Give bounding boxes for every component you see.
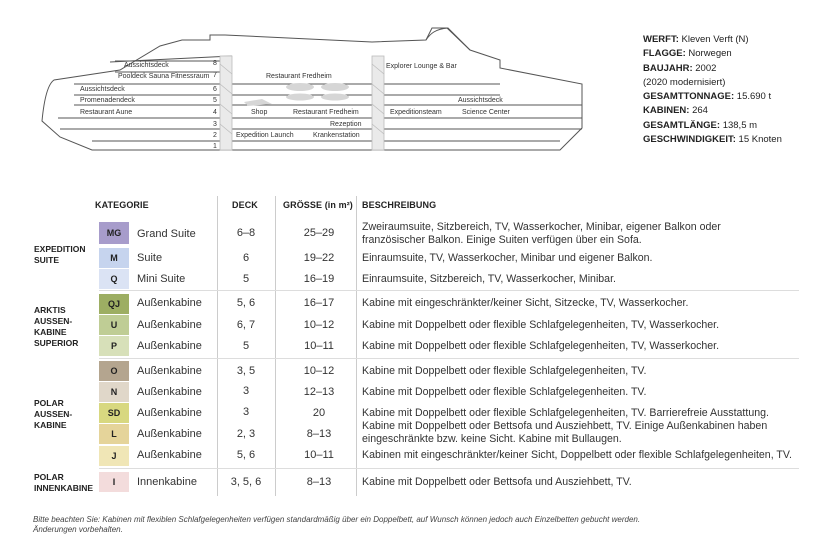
category-description: Einraumsuite, TV, Wasserkocher, Minibar und eigener Balkon. <box>362 252 653 264</box>
deck-number: 2 <box>213 132 217 139</box>
spec-row: GESAMTLÄNGE: 138,5 m <box>643 119 758 131</box>
category-size: 8–13 <box>306 428 332 440</box>
category-description: Einraumsuite, Sitzbereich, TV, Wasserkocher, Minibar. <box>362 273 616 285</box>
column-divider <box>275 196 276 496</box>
category-code-badge: M <box>99 248 129 268</box>
label-expedition-launch: Expedition Launch <box>236 132 294 139</box>
label-krankenstation: Krankenstation <box>313 132 360 139</box>
spec-row: (2020 modernisiert) <box>643 76 726 88</box>
ship-funnel <box>426 28 470 50</box>
category-code-badge: L <box>99 424 129 444</box>
category-size: 10–12 <box>303 365 335 377</box>
group-label: EXPEDITION SUITE <box>34 244 86 265</box>
ship-deck-plan <box>0 0 640 160</box>
category-code-badge: J <box>99 446 129 466</box>
label-explorer-lounge: Explorer Lounge & Bar <box>386 63 457 70</box>
category-name: Grand Suite <box>137 228 196 240</box>
label-expeditionsteam: Expeditionsteam <box>390 109 442 116</box>
category-name: Außenkabine <box>137 428 202 440</box>
category-description: Kabine mit Doppelbett oder flexible Schlafgelegenheiten, TV, Wasserkocher. <box>362 319 720 331</box>
category-description: Kabine mit Doppelbett oder flexible Schlafgelegenheiten, TV, Wasserkocher. <box>362 340 720 352</box>
label-rezeption: Rezeption <box>330 121 362 128</box>
column-divider <box>217 196 218 496</box>
category-name: Außenkabine <box>137 386 202 398</box>
label-restaurant-fredheim: Restaurant Fredheim <box>293 109 359 116</box>
category-code-badge: Q <box>99 269 129 289</box>
group-divider <box>99 290 799 291</box>
category-name: Außenkabine <box>137 340 202 352</box>
category-size: 16–19 <box>303 273 335 285</box>
category-name: Suite <box>137 252 163 264</box>
deck-number: 7 <box>213 72 217 79</box>
label-restaurant-fredheim: Restaurant Fredheim <box>266 73 332 80</box>
category-description: Kabine mit Doppelbett oder flexible Schlafgelegenheiten, TV. <box>362 365 647 377</box>
label-aussichtsdeck: Aussichtsdeck <box>80 86 125 93</box>
category-deck: 5 <box>242 340 250 352</box>
deck-number: 3 <box>213 121 217 128</box>
category-size: 25–29 <box>303 227 335 239</box>
deck-number: 8 <box>213 60 217 67</box>
category-deck: 3 <box>242 385 250 397</box>
spec-row: WERFT: Kleven Verft (N) <box>643 34 749 45</box>
label-science-center: Science Center <box>462 109 510 116</box>
category-name: Außenkabine <box>137 319 202 331</box>
group-label: POLAR AUSSEN- KABINE <box>34 398 73 430</box>
header-beschreibung: BESCHREIBUNG <box>362 200 437 210</box>
category-description: Zweiraumsuite, Sitzbereich, TV, Wasserkocher, Minibar, eigener Balkon oder französischer Balkon. Einige Suiten verfügen über ein Sofa. <box>362 221 721 246</box>
category-name: Außenkabine <box>137 297 202 309</box>
category-size: 10–11 <box>304 449 334 461</box>
category-size: 20 <box>312 407 326 419</box>
category-deck: 6–8 <box>236 227 256 239</box>
deck-number: 1 <box>213 143 217 150</box>
header-groesse: GRÖSSE (in m²) <box>283 200 353 210</box>
spec-row: BAUJAHR: 2002 <box>643 62 717 74</box>
category-description: Kabine mit Doppelbett oder flexible Schlafgelegenheiten, TV. Barrierefreie Ausstattung. <box>362 407 769 419</box>
category-name: Außenkabine <box>137 449 202 461</box>
spec-row: FLAGGE: Norwegen <box>643 48 732 60</box>
category-size: 12–13 <box>303 386 335 398</box>
deck-number: 5 <box>213 97 217 104</box>
label-promenadendeck: Promenadendeck <box>80 97 135 104</box>
group-divider <box>99 358 799 359</box>
category-size: 16–17 <box>303 297 335 309</box>
label-restaurant-aune: Restaurant Aune <box>80 109 133 116</box>
ship-specs <box>643 33 782 147</box>
category-size: 10–11 <box>304 340 334 352</box>
category-code-badge: N <box>99 382 129 402</box>
category-deck: 5, 6 <box>236 449 256 461</box>
spec-row: GESCHWINDIGKEIT: 15 Knoten <box>643 134 782 146</box>
category-code-badge: QJ <box>99 294 129 314</box>
category-code-badge: SD <box>99 403 129 423</box>
category-description: Kabine mit Doppelbett oder flexible Schlafgelegenheiten. TV. <box>362 386 647 398</box>
header-deck: DECK <box>232 200 258 210</box>
category-code-badge: O <box>99 361 129 381</box>
category-code-badge: I <box>99 472 129 492</box>
category-code-badge: P <box>99 336 129 356</box>
category-deck: 3, 5, 6 <box>230 476 262 488</box>
category-description: Kabine mit eingeschränkter/keiner Sicht, Sitzecke, TV, Wasserkocher. <box>362 297 689 309</box>
category-description: Kabine mit Doppelbett oder Bettsofa und Ausziehbett, TV. Einige Außenkabinen haben eingeschränkte bzw. keine Sicht. Kabine mit Bullaugen. <box>362 420 768 445</box>
footnote: Bitte beachten Sie: Kabinen mit flexiblen Schlafgelegenheiten verfügen standardmäßig über ein Doppelbett, auf Wunsch können jedoch auch Einzelbetten gebucht werden. Änderungen vorbehalten. <box>33 515 641 534</box>
header-kategorie: KATEGORIE <box>95 200 149 210</box>
category-deck: 3 <box>242 406 250 418</box>
category-name: Außenkabine <box>137 407 202 419</box>
category-name: Innenkabine <box>137 476 197 488</box>
deck-number: 4 <box>213 109 217 116</box>
label-pooldeck: Pooldeck Sauna Fitnessraum <box>118 73 210 80</box>
category-deck: 6, 7 <box>236 319 256 331</box>
category-deck: 6 <box>242 252 250 264</box>
group-label: ARKTIS AUSSEN- KABINE SUPERIOR <box>34 305 79 348</box>
deck-number: 6 <box>213 86 217 93</box>
category-deck: 3, 5 <box>236 365 256 377</box>
category-deck: 5, 6 <box>236 297 256 309</box>
category-description: Kabine mit Doppelbett oder Bettsofa und Ausziehbett, TV. <box>362 476 632 488</box>
category-name: Mini Suite <box>137 273 186 285</box>
spec-row: GESAMTTONNAGE: 15.690 t <box>643 91 772 103</box>
label-aussichtsdeck: Aussichtsdeck <box>458 97 503 104</box>
category-code-badge: MG <box>99 222 129 244</box>
category-code-badge: U <box>99 315 129 335</box>
category-size: 10–12 <box>303 319 335 331</box>
category-deck: 5 <box>242 273 250 285</box>
group-divider <box>99 468 799 469</box>
category-size: 8–13 <box>306 476 332 488</box>
label-aussichtsdeck: Aussichtsdeck <box>124 62 169 69</box>
label-shop: Shop <box>251 109 268 116</box>
spec-row: KABINEN: 264 <box>643 105 708 117</box>
column-divider <box>356 196 357 496</box>
category-description: Kabinen mit eingeschränkter/keiner Sicht, Doppelbett oder flexible Schlafgelegenheiten, TV. <box>362 449 792 461</box>
category-deck: 2, 3 <box>236 428 256 440</box>
category-size: 19–22 <box>303 252 335 264</box>
group-label: POLAR INNENKABINE <box>34 472 94 493</box>
category-name: Außenkabine <box>137 365 202 377</box>
